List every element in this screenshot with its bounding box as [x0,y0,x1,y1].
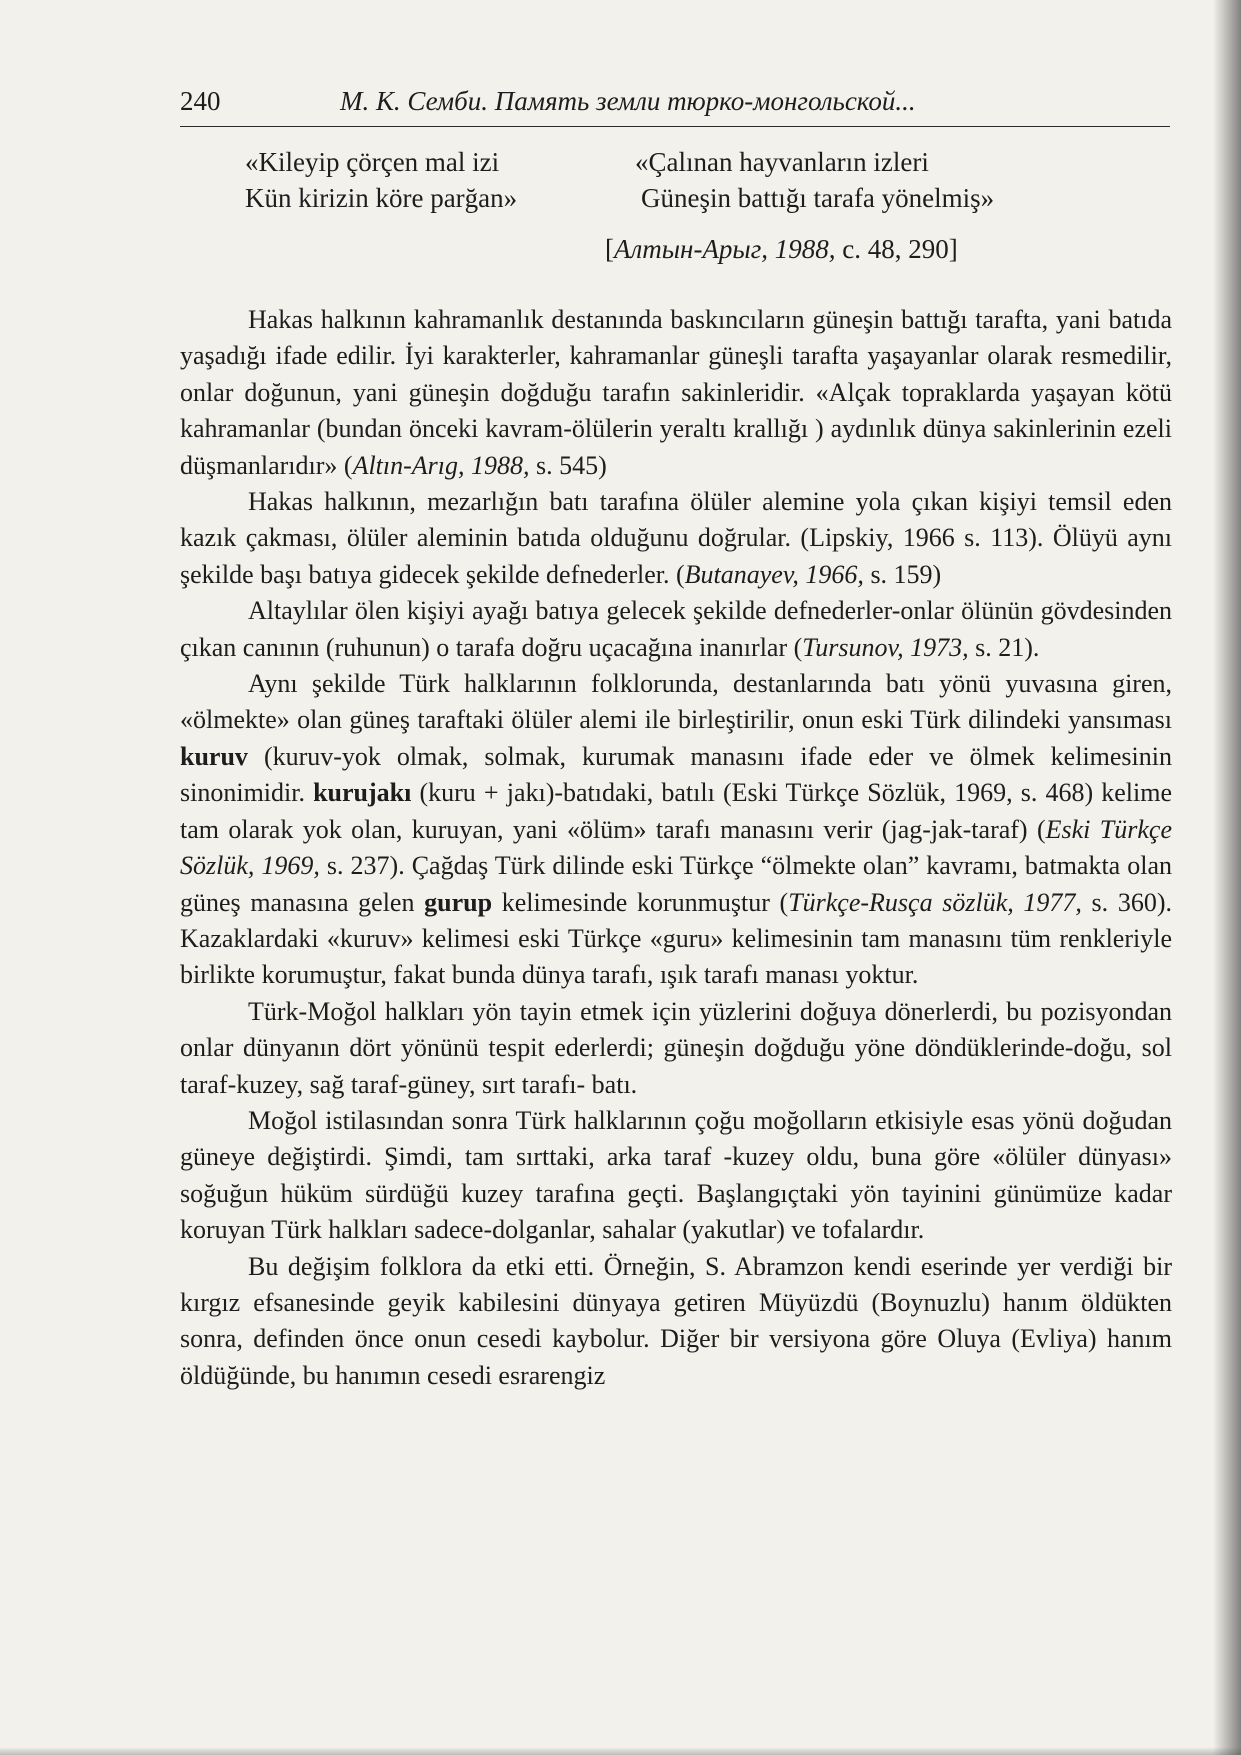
paragraph [180,1103,1172,1249]
page-number: 240 [180,86,221,116]
verse-citation [605,234,958,265]
text-run: Moğol istilasından sonra Türk halklarının çoğu moğolların etkisiyle esas yönü doğudan güneye değiştirdi. Şimdi, tam sırttaki, arka taraf -kuzey oldu, buna göre «ölüler dünyası» soğuğun hüküm sürdüğü kuzey tarafına geçti. Başlangıçtaki yön tayinini günümüze kadar koruyan Türk halkları sadece-dolganlar, sahalar (yakutlar) ve tofalardır. [180,1105,1172,1245]
verse-line: «Kileyip çörçen mal izi [245,147,500,177]
paragraph [180,484,1172,593]
paragraph [180,994,1172,1103]
bold-text: gurup [424,887,493,917]
page-edge-shadow [1213,0,1241,1755]
text-run: Bu değişim folklora da etki etti. Örneğin, S. Abramzon kendi eserinde yer verdiği bir kırgız efsanesinde geyik kabilesini dünyaya getiren Müyüzdü (Boynuzlu) hanım öldükten sonra, definden önce onun cesedi kaybolur. Diğer bir versiyona göre Oluya (Evliya) hanım öldüğünde, bu hanımın cesedi esrarengiz [180,1251,1172,1390]
italic-text: Tursunov, 1973, [802,632,969,662]
citation-bracket: [ [605,234,614,264]
italic-text: Altın-Arıg, 1988, [352,450,530,480]
italic-text: Türkçe-Rusça sözlük, 1977, [788,887,1082,917]
text-run: Hakas halkının, mezarlığın batı tarafına ölüler alemine yola çıkan kişiyi temsil eden kazık çakması, ölüler aleminin batıda olduğunu doğrular. (Lipskiy, 1966 s. 113). Ölüyü aynı şekilde başı batıya gidecek şekilde defnederler. ( [180,487,1172,589]
body-text [180,302,1172,1394]
text-run: s. 360). Kazaklardaki «kuruv» kelimesi eski Türkçe «guru» kelimesinin tam manasını tüm renkleriyle birlikte korumuştur, fakat bunda dünya tarafı, ışık tarafı manası yoktur. [180,887,1172,990]
text-run: s. 159) [863,559,942,589]
verse-translation [635,144,994,216]
page-bottom-shadow [0,1747,1241,1755]
text-run: Hakas halkının kahramanlık destanında baskıncıların güneşin battığı tarafta, yani batıda yaşadığı ifade edilir. İyi karakterler, kahramanlar güneşli tarafta yaşayanlar olarak resmedilir, onlar doğunun, yani güneşin doğduğu tarafın sakinleridir. «Alçak topraklarda yaşayan kötü kahramanlar (bundan önceki kavram-ölülerin yeraltı krallığı ) aydınlık dünya sakinlerinin ezeli düşmanlarıdır» ( [180,305,1172,480]
text-run: kelimesinde korunmuştur ( [492,887,789,917]
paragraph [180,302,1172,484]
text-run: s. 237). Çağdaş Türk dilinde eski Türkçe “ölmekte olan” kavramı, batmakta olan güneş manasına gelen [180,851,1173,917]
page-header [180,86,1170,127]
bold-text: kuruv [180,741,248,771]
verse-line: Güneşin battığı tarafa yönelmiş» [641,183,995,213]
bold-text: kurujakı [313,778,412,808]
verse-line: Kün kirizin köre parğan» [245,183,518,213]
citation-pages: c. 48, 290] [835,234,958,264]
text-run: (kuruv-yok olmak, solmak, kurumak manasını ifade eder ve ölmek kelimesinin sinonimidir. [180,741,1172,808]
italic-text: Eski Türkçe Sözlük, 1969, [180,814,1172,881]
verse-original [245,144,517,216]
text-run: s. 21). [968,632,1040,662]
text-run: Türk-Moğol halkları yön tayin etmek için yüzlerini doğuya dönerlerdi, bu pozisyondan onlar dünyanın dört yönünü tespit ederlerdi; güneşin doğduğu yöne döndüklerinde-doğu, sol taraf-kuzey, sağ taraf-güney, sırt tarafı- batı. [180,996,1172,1099]
running-title: М. К. Сембu. Память земли тюрко-монгольской... [340,86,916,116]
italic-text: Butanayev, 1966, [684,559,864,589]
text-run: s. 545) [529,450,607,480]
citation-source: Алтын-Арыг, 1988, [614,234,836,264]
verse-line: «Çalınan hayvanların izleri [635,147,929,177]
text-run: Altaylılar ölen kişiyi ayağı batıya gelecek şekilde defnederler-onlar ölünün gövdesinden çıkan canının (ruhunun) o tarafa doğru uçacağına inanırlar ( [180,596,1172,662]
text-run: (kuru + jakı)-batıdaki, batılı (Eski Türkçe Sözlük, 1969, s. 468) kelime tam olarak yok olan, kuruyan, yani «ölüm» tarafı manasını verir (jag-jak-taraf) ( [180,778,1172,844]
text-run: Aynı şekilde Türk halklarının folklorunda, destanlarında batı yönü yuvasına giren, «ölmekte» olan güneş taraftaki ölüler alemi ile birleştirilir, onun eski Türk dilindeki yansıması [180,669,1172,735]
paragraph [180,593,1172,666]
paragraph [180,666,1172,994]
paragraph [180,1249,1172,1395]
